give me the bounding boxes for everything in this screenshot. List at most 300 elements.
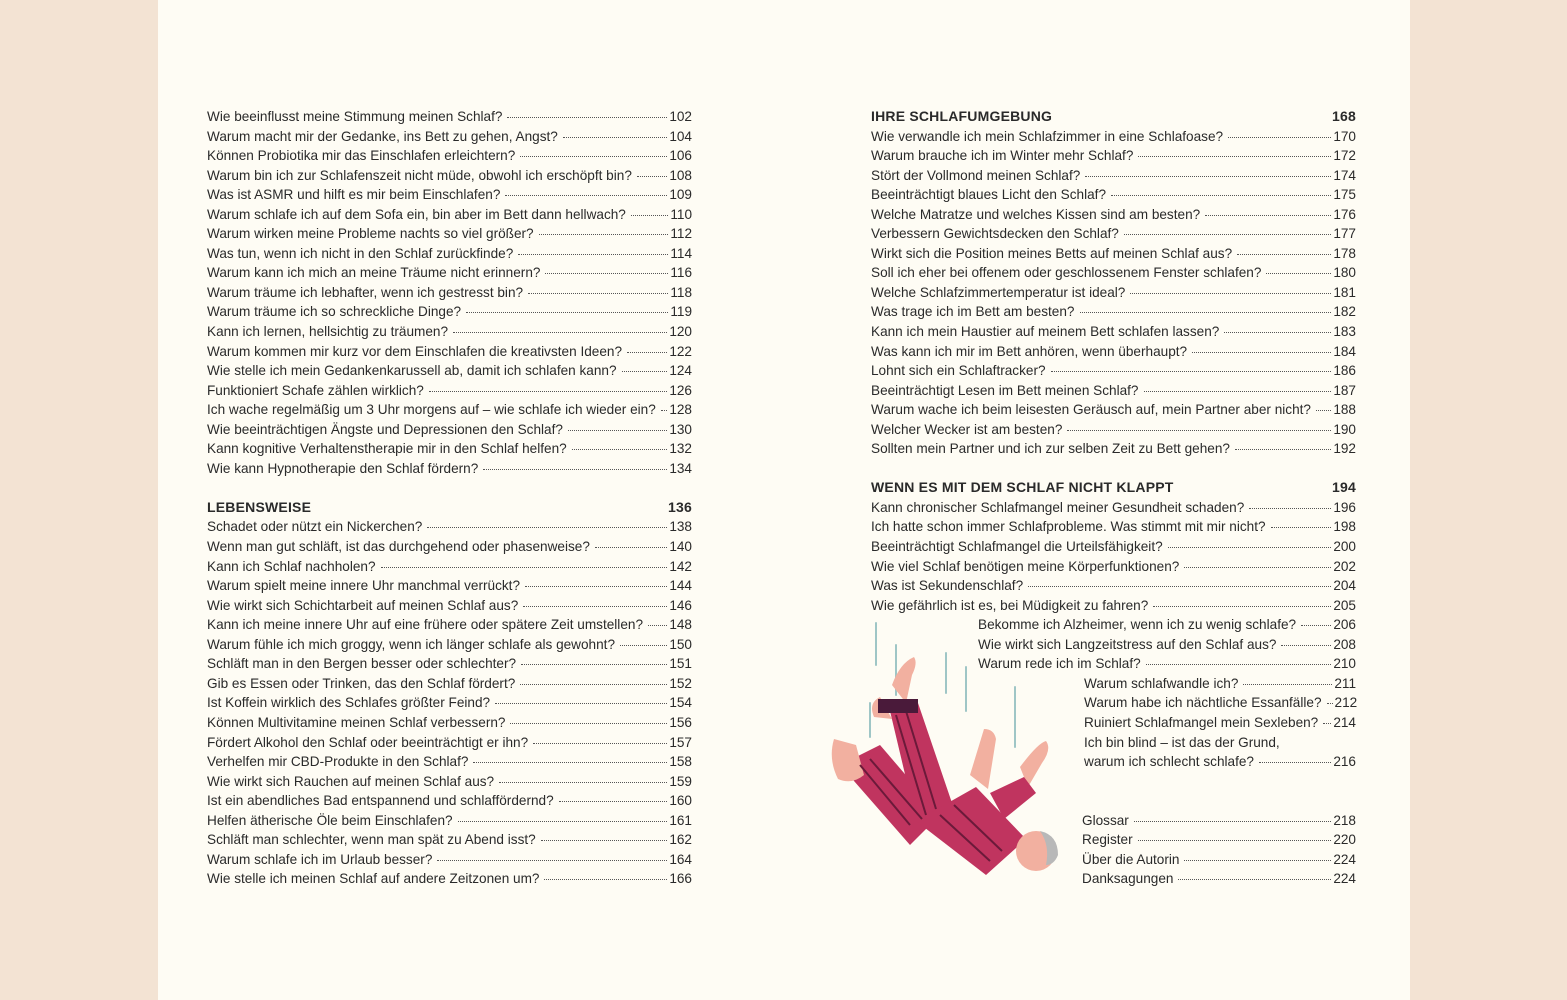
leader-dots: [1144, 391, 1332, 392]
toc-list-appendix: [1082, 811, 1356, 889]
entry-page: 187: [1333, 382, 1356, 398]
leader-dots: [518, 254, 668, 255]
entry-title: Warum fühle ich mich groggy, wenn ich länger schlafe als gewohnt?: [207, 636, 616, 652]
section-page: 168: [1332, 108, 1356, 124]
entry-page: 218: [1333, 812, 1356, 828]
toc-entry[interactable]: [207, 302, 692, 322]
entry-page: 116: [670, 265, 692, 281]
leader-dots: [381, 567, 668, 568]
entry-page: 106: [669, 148, 692, 164]
entry-title: Verhelfen mir CBD-Produkte in den Schlaf?: [207, 754, 469, 770]
entry-page: 175: [1333, 187, 1356, 203]
entry-page: 102: [669, 109, 692, 124]
toc-entry[interactable]: [871, 361, 1356, 381]
leader-dots: [563, 137, 667, 138]
entry-title: Wenn man gut schläft, ist das durchgehend oder phasenweise?: [207, 539, 590, 555]
toc-entry[interactable]: [1084, 674, 1356, 694]
entry-title: Welche Schlafzimmertemperatur ist ideal?: [871, 284, 1126, 300]
hand-shape: [832, 739, 864, 781]
leader-dots: [525, 586, 667, 587]
entry-page: 110: [670, 206, 692, 222]
entry-title: Was ist ASMR und hilft es mir beim Einschlafen?: [207, 187, 501, 203]
entry-page: 156: [669, 714, 692, 730]
entry-title: Bekomme ich Alzheimer, wenn ich zu wenig schlafe?: [978, 617, 1297, 633]
leader-dots: [1249, 508, 1331, 509]
entry-title: Was ist Sekundenschlaf?: [871, 578, 1024, 594]
toc-entry[interactable]: [871, 166, 1356, 186]
entry-title: Warum träume ich so schreckliche Dinge?: [207, 304, 462, 320]
toc-entry[interactable]: [207, 537, 692, 557]
entry-page: 159: [669, 773, 692, 789]
leader-dots: [1146, 664, 1332, 665]
toc-entry[interactable]: [207, 693, 692, 713]
toc-entry[interactable]: [207, 596, 692, 616]
entry-title: Über die Autorin: [1082, 851, 1180, 867]
entry-title: Warum wirken meine Probleme nachts so viel größer?: [207, 226, 534, 242]
entry-title: Wie wirkt sich Schichtarbeit auf meinen Schlaf aus?: [207, 597, 519, 613]
toc-entry[interactable]: [871, 127, 1356, 147]
leader-dots: [544, 879, 667, 880]
entry-page: 160: [669, 793, 692, 809]
leader-dots: [1138, 156, 1331, 157]
toc-entry[interactable]: [207, 850, 692, 870]
section-heading-lebensweise: [207, 498, 692, 518]
toc-entry[interactable]: [207, 615, 692, 635]
leader-dots: [473, 762, 667, 763]
entry-page: 178: [1333, 245, 1356, 261]
leader-dots: [1192, 352, 1331, 353]
leader-dots: [1323, 723, 1331, 724]
entry-page: 114: [670, 245, 692, 261]
entry-page: 200: [1333, 539, 1356, 555]
entry-title: Fördert Alkohol den Schlaf oder beeinträchtigt er ihn?: [207, 734, 529, 750]
toc-entry[interactable]: [207, 322, 692, 342]
entry-title: Soll ich eher bei offenem oder geschlossenem Fenster schlafen?: [871, 265, 1262, 281]
leader-dots: [520, 684, 667, 685]
section-title: LEBENSWEISE: [207, 498, 312, 515]
arm-shape: [970, 729, 996, 789]
leader-dots: [495, 703, 667, 704]
section-page: 194: [1332, 479, 1356, 496]
section-heading-schlafumgebung: [871, 107, 1356, 127]
leader-dots: [1184, 567, 1331, 568]
toc-entry[interactable]: [871, 342, 1356, 362]
entry-title: Stört der Vollmond meinen Schlaf?: [871, 167, 1081, 183]
leader-dots: [1111, 195, 1331, 196]
entry-title: Funktioniert Schafe zählen wirklich?: [207, 382, 424, 398]
entry-title: Warum kann ich mich an meine Träume nicht erinnern?: [207, 265, 541, 281]
toc-entry[interactable]: [207, 224, 692, 244]
entry-title: Warum bin ich zur Schlafenszeit nicht müde, obwohl ich erschöpft bin?: [207, 167, 632, 183]
toc-entry[interactable]: [207, 361, 692, 381]
toc-entry[interactable]: [207, 772, 692, 792]
leader-dots: [620, 645, 667, 646]
toc-entry[interactable]: [207, 342, 692, 362]
entry-page: 164: [669, 851, 692, 867]
toc-entry[interactable]: [871, 322, 1356, 342]
leader-dots: [539, 234, 669, 235]
entry-title: Warum spielt meine innere Uhr manchmal verrückt?: [207, 578, 521, 594]
toc-entry[interactable]: [871, 302, 1356, 322]
entry-title: Schadet oder nützt ein Nickerchen?: [207, 519, 423, 535]
leader-dots: [1124, 234, 1331, 235]
entry-page: 190: [1333, 421, 1356, 437]
leader-dots: [1237, 254, 1331, 255]
leader-dots: [1168, 547, 1332, 548]
leader-dots: [622, 371, 668, 372]
entry-page: 126: [669, 382, 692, 398]
entry-page: 161: [669, 812, 692, 828]
entry-title: Schläft man in den Bergen besser oder schlechter?: [207, 656, 517, 672]
toc-entry[interactable]: [871, 185, 1356, 205]
toc-entry[interactable]: [1082, 830, 1356, 850]
entry-page: 134: [669, 460, 692, 476]
entry-title: Welcher Wecker ist am besten?: [871, 421, 1063, 437]
toc-entry[interactable]: [871, 205, 1356, 225]
toc-entry[interactable]: [207, 752, 692, 772]
entry-page: 186: [1333, 363, 1356, 379]
leader-dots: [453, 332, 667, 333]
entry-page: 172: [1333, 148, 1356, 164]
toc-entry[interactable]: [207, 713, 692, 733]
entry-page: 176: [1333, 206, 1356, 222]
toc-entry[interactable]: [207, 674, 692, 694]
leader-dots: [661, 410, 668, 411]
toc-list: [207, 517, 692, 888]
toc-entry[interactable]: [1084, 713, 1356, 733]
entry-title: Lohnt sich ein Schlaftracker?: [871, 363, 1046, 379]
leader-dots: [1184, 860, 1331, 861]
entry-page: 138: [669, 519, 692, 535]
entry-title: Warum schlafe ich auf dem Sofa ein, bin aber im Bett dann hellwach?: [207, 206, 626, 222]
entry-page: 154: [669, 695, 692, 711]
leader-dots: [559, 801, 668, 802]
entry-page: 122: [669, 343, 692, 359]
toc-entry[interactable]: [207, 127, 692, 147]
entry-title: Ruiniert Schlafmangel mein Sexleben?: [1084, 714, 1319, 730]
entry-page: 220: [1333, 832, 1356, 848]
entry-page: 206: [1333, 617, 1356, 633]
entry-page: 214: [1333, 714, 1356, 730]
leader-dots: [1266, 273, 1331, 274]
entry-page: 151: [669, 656, 692, 672]
leader-dots: [1085, 176, 1331, 177]
entry-title: Helfen ätherische Öle beim Einschlafen?: [207, 812, 453, 828]
entry-page: 118: [670, 284, 692, 300]
entry-title: Warum wache ich beim leisesten Geräusch auf, mein Partner aber nicht?: [871, 402, 1311, 418]
leader-dots: [1130, 293, 1331, 294]
toc-entry[interactable]: [207, 166, 692, 186]
toc-entry[interactable]: [871, 517, 1356, 537]
toc-entry-blind[interactable]: [1084, 733, 1356, 772]
entry-title: Ich wache regelmäßig um 3 Uhr morgens auf – wie schlafe ich wieder ein?: [207, 402, 656, 418]
entry-title: Wie gefährlich ist es, bei Müdigkeit zu fahren?: [871, 597, 1149, 613]
toc-entry[interactable]: [871, 537, 1356, 557]
entry-title: Wie wirkt sich Langzeitstress auf den Schlaf aus?: [978, 636, 1277, 652]
toc-entry[interactable]: [871, 420, 1356, 440]
leader-dots: [1067, 430, 1331, 431]
entry-page: 132: [669, 441, 692, 457]
entry-title: Warum kommen mir kurz vor dem Einschlafen die kreativsten Ideen?: [207, 343, 623, 359]
toc-entry[interactable]: [207, 869, 692, 889]
entry-page: 140: [669, 539, 692, 555]
toc-entry[interactable]: [207, 263, 692, 283]
entry-page: 181: [1333, 284, 1356, 300]
section-heading-schlaf-klappt-nicht: [871, 478, 1356, 498]
leader-dots: [466, 312, 668, 313]
entry-title: Schläft man schlechter, wenn man spät zu Abend isst?: [207, 832, 536, 848]
entry-title: Ist Koffein wirklich des Schlafes größter Feind?: [207, 695, 491, 711]
leader-dots: [483, 469, 667, 470]
leader-dots: [1228, 137, 1331, 138]
leader-dots: [1327, 703, 1333, 704]
entry-page: 120: [669, 324, 692, 340]
entry-title: Ich bin blind – ist das der Grund,: [1084, 734, 1280, 750]
leader-dots: [1243, 684, 1332, 685]
entry-title: Was trage ich im Bett am besten?: [871, 304, 1075, 320]
entry-page: 130: [669, 421, 692, 437]
leader-dots: [541, 840, 668, 841]
toc-entry[interactable]: [207, 791, 692, 811]
toc-entry[interactable]: [871, 224, 1356, 244]
toc-list: [871, 498, 1356, 615]
entry-title: Kann kognitive Verhaltenstherapie mir in den Schlaf helfen?: [207, 441, 567, 457]
toc-entry[interactable]: [207, 557, 692, 577]
entry-title: Warum träume ich lebhafter, wenn ich gestresst bin?: [207, 284, 524, 300]
section-title: WENN ES MIT DEM SCHLAF NICHT KLAPPT: [871, 479, 1174, 496]
leader-dots: [427, 527, 667, 528]
entry-page: 182: [1333, 304, 1356, 320]
entry-title: Was tun, wenn ich nicht in den Schlaf zurückfinde?: [207, 245, 514, 261]
toc-entry[interactable]: [207, 439, 692, 459]
entry-title: Register: [1082, 832, 1133, 848]
toc-list: [207, 107, 692, 478]
entry-title: Ich hatte schon immer Schlafprobleme. Was stimmt mit mir nicht?: [871, 519, 1266, 535]
toc-entry[interactable]: [207, 146, 692, 166]
entry-title: Wie wirkt sich Rauchen auf meinen Schlaf aus?: [207, 773, 495, 789]
entry-page: 180: [1333, 265, 1356, 281]
leader-dots: [1271, 527, 1332, 528]
leader-dots: [499, 782, 667, 783]
entry-page: 210: [1333, 656, 1356, 672]
leader-dots: [1138, 840, 1332, 841]
leader-dots: [627, 352, 667, 353]
entry-title: Wie beeinträchtigen Ängste und Depressionen den Schlaf?: [207, 421, 563, 437]
toc-entry[interactable]: [207, 400, 692, 420]
entry-title: Kann ich lernen, hellsichtig zu träumen?: [207, 324, 449, 340]
leader-dots: [1134, 821, 1331, 822]
section-page: 136: [668, 498, 692, 515]
toc-entry[interactable]: [207, 811, 692, 831]
entry-title: Ist ein abendliches Bad entspannend und schlaffördernd?: [207, 793, 554, 809]
toc-entry[interactable]: [207, 244, 692, 264]
entry-title: Wie viel Schlaf benötigen meine Körperfunktionen?: [871, 558, 1180, 574]
leader-dots: [572, 449, 668, 450]
toc-entry[interactable]: [207, 420, 692, 440]
entry-page: 119: [670, 304, 692, 320]
toc-entry[interactable]: [207, 830, 692, 850]
entry-title: Verbessern Gewichtsdecken den Schlaf?: [871, 226, 1119, 242]
entry-title: Wie stelle ich meinen Schlaf auf andere Zeitzonen um?: [207, 871, 540, 887]
entry-title: Kann chronischer Schlafmangel meiner Gesundheit schaden?: [871, 499, 1245, 515]
toc-entry[interactable]: [1084, 693, 1356, 713]
entry-page: 224: [1333, 871, 1356, 887]
leader-dots: [595, 547, 667, 548]
entry-title: Wie verwandle ich mein Schlafzimmer in eine Schlafoase?: [871, 128, 1224, 144]
toc-left-column: [207, 107, 692, 889]
toc-entry[interactable]: [871, 439, 1356, 459]
entry-title: Warum rede ich im Schlaf?: [978, 656, 1141, 672]
leader-dots: [505, 195, 667, 196]
leader-dots: [1235, 449, 1331, 450]
toc-entry[interactable]: [871, 557, 1356, 577]
leader-dots: [1178, 879, 1331, 880]
toc-entry[interactable]: [207, 283, 692, 303]
entry-page: 216: [1333, 754, 1356, 770]
entry-page: 192: [1333, 441, 1356, 457]
entry-page: 144: [669, 578, 692, 594]
toc-entry[interactable]: [871, 283, 1356, 303]
leader-dots: [528, 293, 668, 294]
entry-page: 142: [669, 558, 692, 574]
leader-dots: [1028, 586, 1331, 587]
entry-page: 158: [669, 754, 692, 770]
leader-dots: [1316, 410, 1331, 411]
leader-dots: [458, 821, 668, 822]
leader-dots: [545, 273, 668, 274]
toc-entry[interactable]: [207, 576, 692, 596]
toc-entry[interactable]: [207, 654, 692, 674]
toc-entry[interactable]: [207, 107, 692, 127]
leader-dots: [510, 723, 667, 724]
toc-entry-line: [1084, 752, 1356, 772]
leader-dots: [631, 215, 668, 216]
leader-dots: [1153, 606, 1331, 607]
leader-dots: [1224, 332, 1331, 333]
entry-title: Beeinträchtigt blaues Licht den Schlaf?: [871, 187, 1107, 203]
entry-title: Beeinträchtigt Schlafmangel die Urteilsfähigkeit?: [871, 539, 1163, 555]
leader-dots: [1301, 625, 1331, 626]
leader-dots: [533, 743, 667, 744]
entry-title: Was kann ich mir im Bett anhören, wenn überhaupt?: [871, 343, 1188, 359]
leader-dots: [648, 625, 667, 626]
toc-entry[interactable]: [207, 381, 692, 401]
entry-page: 150: [669, 636, 692, 652]
entry-title: Wirkt sich die Position meines Betts auf meinen Schlaf aus?: [871, 245, 1233, 261]
entry-page: 152: [669, 675, 692, 691]
entry-title: Wie stelle ich mein Gedankenkarussell ab, damit ich schlafen kann?: [207, 363, 617, 379]
entry-page: 104: [669, 128, 692, 144]
toc-entry[interactable]: [871, 263, 1356, 283]
toc-list: [871, 127, 1356, 459]
leader-dots: [1281, 645, 1331, 646]
entry-page: 188: [1333, 402, 1356, 418]
entry-page: 124: [669, 363, 692, 379]
toc-list-indented: [1084, 674, 1356, 733]
entry-title: Warum brauche ich im Winter mehr Schlaf?: [871, 148, 1134, 164]
entry-page: 202: [1333, 558, 1356, 574]
leader-dots: [521, 664, 667, 665]
toc-entry[interactable]: [207, 635, 692, 655]
leader-dots: [437, 860, 667, 861]
leader-dots: [429, 391, 667, 392]
leader-dots: [1051, 371, 1332, 372]
entry-title: warum ich schlecht schlafe?: [1084, 754, 1254, 770]
toc-entry[interactable]: [1082, 850, 1356, 870]
toc-entry[interactable]: [871, 400, 1356, 420]
entry-page: 162: [669, 832, 692, 848]
entry-title: Kann ich meine innere Uhr auf eine frühere oder spätere Zeit umstellen?: [207, 617, 644, 633]
entry-page: 148: [669, 617, 692, 633]
toc-entry[interactable]: [207, 185, 692, 205]
entry-title: Warum schlafwandle ich?: [1084, 675, 1239, 691]
entry-title: Wie kann Hypnotherapie den Schlaf fördern?: [207, 460, 479, 476]
entry-title: Können Multivitamine meinen Schlaf verbessern?: [207, 714, 506, 730]
toc-entry[interactable]: [207, 459, 692, 479]
leader-dots: [520, 156, 667, 157]
entry-title: Kann ich Schlaf nachholen?: [207, 558, 376, 574]
entry-title: Warum macht mir der Gedanke, ins Bett zu gehen, Angst?: [207, 128, 558, 144]
toc-entry[interactable]: [871, 576, 1356, 596]
section-title: IHRE SCHLAFUMGEBUNG: [871, 108, 1053, 124]
entry-page: 208: [1333, 636, 1356, 652]
entry-title: Welche Matratze und welches Kissen sind am besten?: [871, 206, 1201, 222]
toc-entry[interactable]: [207, 517, 692, 537]
entry-page: 224: [1333, 851, 1356, 867]
toc-entry[interactable]: [871, 498, 1356, 518]
entry-page: 184: [1333, 343, 1356, 359]
entry-title: Sollten mein Partner und ich zur selben Zeit zu Bett gehen?: [871, 441, 1230, 457]
toc-entry[interactable]: [871, 381, 1356, 401]
toc-entry[interactable]: [871, 244, 1356, 264]
leader-dots: [1259, 762, 1331, 763]
leader-dots: [1080, 312, 1332, 313]
entry-page: 174: [1333, 167, 1356, 183]
entry-page: 204: [1333, 578, 1356, 594]
entry-title: Beeinträchtigt Lesen im Bett meinen Schlaf?: [871, 382, 1139, 398]
entry-page: 211: [1334, 675, 1356, 691]
entry-title: Warum schlafe ich im Urlaub besser?: [207, 851, 433, 867]
entry-page: 109: [669, 187, 692, 203]
entry-page: 205: [1333, 597, 1356, 613]
entry-title: Danksagungen: [1082, 871, 1174, 887]
entry-page: 128: [669, 402, 692, 418]
leader-dots: [1205, 215, 1331, 216]
toc-entry[interactable]: [1082, 811, 1356, 831]
leader-dots: [568, 430, 667, 431]
entry-title: Gib es Essen oder Trinken, das den Schlaf fördert?: [207, 675, 516, 691]
toc-entry[interactable]: [207, 205, 692, 225]
entry-page: 108: [669, 167, 692, 183]
toc-entry[interactable]: [871, 146, 1356, 166]
entry-page: 196: [1333, 499, 1356, 515]
entry-title: Glossar: [1082, 812, 1129, 828]
entry-title: Können Probiotika mir das Einschlafen erleichtern?: [207, 148, 516, 164]
toc-entry[interactable]: [207, 733, 692, 753]
leader-dots: [523, 606, 667, 607]
entry-page: 166: [669, 871, 692, 887]
toc-entry-line: [1084, 733, 1356, 753]
entry-page: 183: [1333, 324, 1356, 340]
falling-person-illustration: [830, 615, 1070, 900]
toc-entry[interactable]: [871, 596, 1356, 616]
toc-entry[interactable]: [1082, 869, 1356, 889]
motion-lines: [870, 623, 1015, 747]
cuff-shape: [878, 699, 918, 713]
entry-page: 112: [670, 226, 692, 242]
entry-page: 170: [1333, 128, 1356, 144]
leader-dots: [637, 176, 667, 177]
